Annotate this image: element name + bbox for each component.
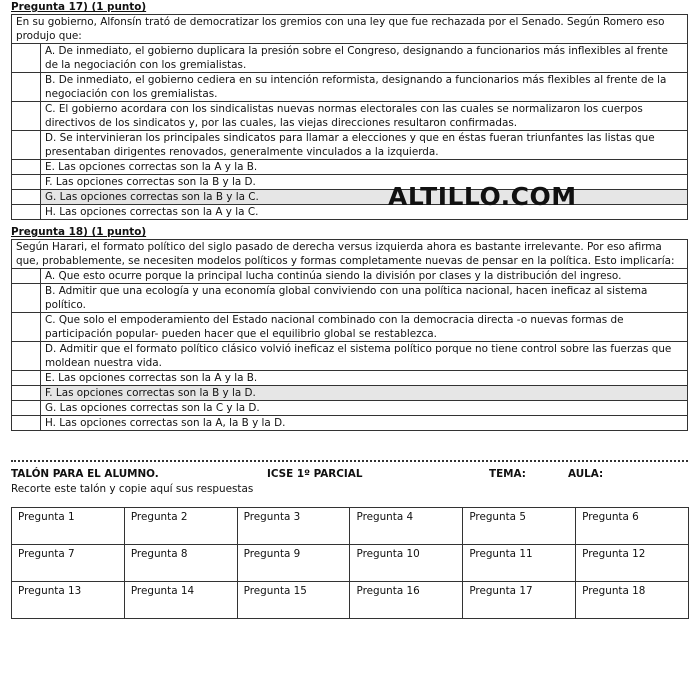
answer-grid bbox=[11, 507, 689, 619]
talon-aula-label: AULA: bbox=[568, 468, 604, 480]
cut-line bbox=[11, 460, 688, 462]
question-17-heading: Pregunta 17) (1 punto) bbox=[11, 1, 147, 13]
talon-tema-label: TEMA: bbox=[489, 468, 526, 480]
question-18-heading: Pregunta 18) (1 punto) bbox=[11, 226, 147, 238]
option-17-d[interactable]: D. Se intervinieran los principales sindicatos para llamar a elecciones y que en éstas fueran triunfantes las listas que presentaban dirigentes renovados, generalmente vinculados a la izquierda. bbox=[41, 131, 688, 160]
question-18-stem: Según Harari, el formato político del siglo pasado de derecha versus izquierda ahora es bastante irrelevante. Por eso afirma que, probablemente, se necesiten modelos políticos y formas completamente nuevas de pensar en la política. Esto implicaría: bbox=[12, 240, 688, 269]
option-17-b[interactable]: B. De inmediato, el gobierno cediera en su intención reformista, designando a funcionarios más flexibles al frente de la negociación con los gremialistas. bbox=[41, 73, 688, 102]
option-18-h[interactable]: H. Las opciones correctas son la A, la B y la D. bbox=[41, 416, 688, 431]
answer-cell-15[interactable]: Pregunta 15 bbox=[237, 582, 350, 619]
option-17-g[interactable]: G. Las opciones correctas son la B y la C. bbox=[41, 190, 688, 205]
question-17-table bbox=[11, 14, 688, 220]
option-18-c[interactable]: C. Que solo el empoderamiento del Estado nacional combinado con la democracia directa -o nuevas formas de participación popular- pueden hacer que el equilibrio global se restablezca. bbox=[41, 313, 688, 342]
option-18-b[interactable]: B. Admitir que una ecología y una economía global conviviendo con una política nacional, hacen ineficaz al sistema político. bbox=[41, 284, 688, 313]
answer-cell-3[interactable]: Pregunta 3 bbox=[237, 508, 350, 545]
answer-cell-14[interactable]: Pregunta 14 bbox=[124, 582, 237, 619]
talon-title: TALÓN PARA EL ALUMNO. bbox=[11, 468, 159, 480]
answer-cell-7[interactable]: Pregunta 7 bbox=[12, 545, 125, 582]
answer-cell-2[interactable]: Pregunta 2 bbox=[124, 508, 237, 545]
answer-cell-8[interactable]: Pregunta 8 bbox=[124, 545, 237, 582]
option-18-e[interactable]: E. Las opciones correctas son la A y la B. bbox=[41, 371, 688, 386]
answer-cell-13[interactable]: Pregunta 13 bbox=[12, 582, 125, 619]
talon-instruction: Recorte este talón y copie aquí sus respuestas bbox=[11, 483, 254, 495]
answer-cell-11[interactable]: Pregunta 11 bbox=[463, 545, 576, 582]
question-17-stem: En su gobierno, Alfonsín trató de democratizar los gremios con una ley que fue rechazada por el Senado. Según Romero eso produjo que: bbox=[12, 15, 688, 44]
question-18-table bbox=[11, 239, 688, 431]
watermark: ALTILLO.COM bbox=[388, 182, 577, 211]
answer-cell-6[interactable]: Pregunta 6 bbox=[576, 508, 689, 545]
answer-cell-4[interactable]: Pregunta 4 bbox=[350, 508, 463, 545]
option-17-c[interactable]: C. El gobierno acordara con los sindicalistas nuevas normas electorales con las cuales se normalizaron los cuerpos directivos de los sindicatos y, por las cuales, las viejas direcciones resultaron confirmadas. bbox=[41, 102, 688, 131]
option-17-f[interactable]: F. Las opciones correctas son la B y la D. bbox=[41, 175, 688, 190]
option-18-f[interactable]: F. Las opciones correctas son la B y la D. bbox=[41, 386, 688, 401]
answer-cell-1[interactable]: Pregunta 1 bbox=[12, 508, 125, 545]
option-18-a[interactable]: A. Que esto ocurre porque la principal lucha continúa siendo la división por clases y la distribución del ingreso. bbox=[41, 269, 688, 284]
answer-cell-18[interactable]: Pregunta 18 bbox=[576, 582, 689, 619]
answer-cell-17[interactable]: Pregunta 17 bbox=[463, 582, 576, 619]
answer-cell-16[interactable]: Pregunta 16 bbox=[350, 582, 463, 619]
option-17-h[interactable]: H. Las opciones correctas son la A y la C. bbox=[41, 205, 688, 220]
answer-cell-10[interactable]: Pregunta 10 bbox=[350, 545, 463, 582]
talon-course: ICSE 1º PARCIAL bbox=[267, 468, 363, 480]
option-17-a[interactable]: A. De inmediato, el gobierno duplicara la presión sobre el Congreso, designando a funcionarios más inflexibles al frente de la negociación con los gremialistas. bbox=[41, 44, 688, 73]
answer-cell-5[interactable]: Pregunta 5 bbox=[463, 508, 576, 545]
option-18-d[interactable]: D. Admitir que el formato político clásico volvió ineficaz el sistema político porque no tiene control sobre las fuerzas que moldean nuestra vida. bbox=[41, 342, 688, 371]
answer-cell-9[interactable]: Pregunta 9 bbox=[237, 545, 350, 582]
answer-cell-12[interactable]: Pregunta 12 bbox=[576, 545, 689, 582]
option-18-g[interactable]: G. Las opciones correctas son la C y la D. bbox=[41, 401, 688, 416]
option-17-e[interactable]: E. Las opciones correctas son la A y la B. bbox=[41, 160, 688, 175]
talon-header bbox=[11, 467, 688, 481]
